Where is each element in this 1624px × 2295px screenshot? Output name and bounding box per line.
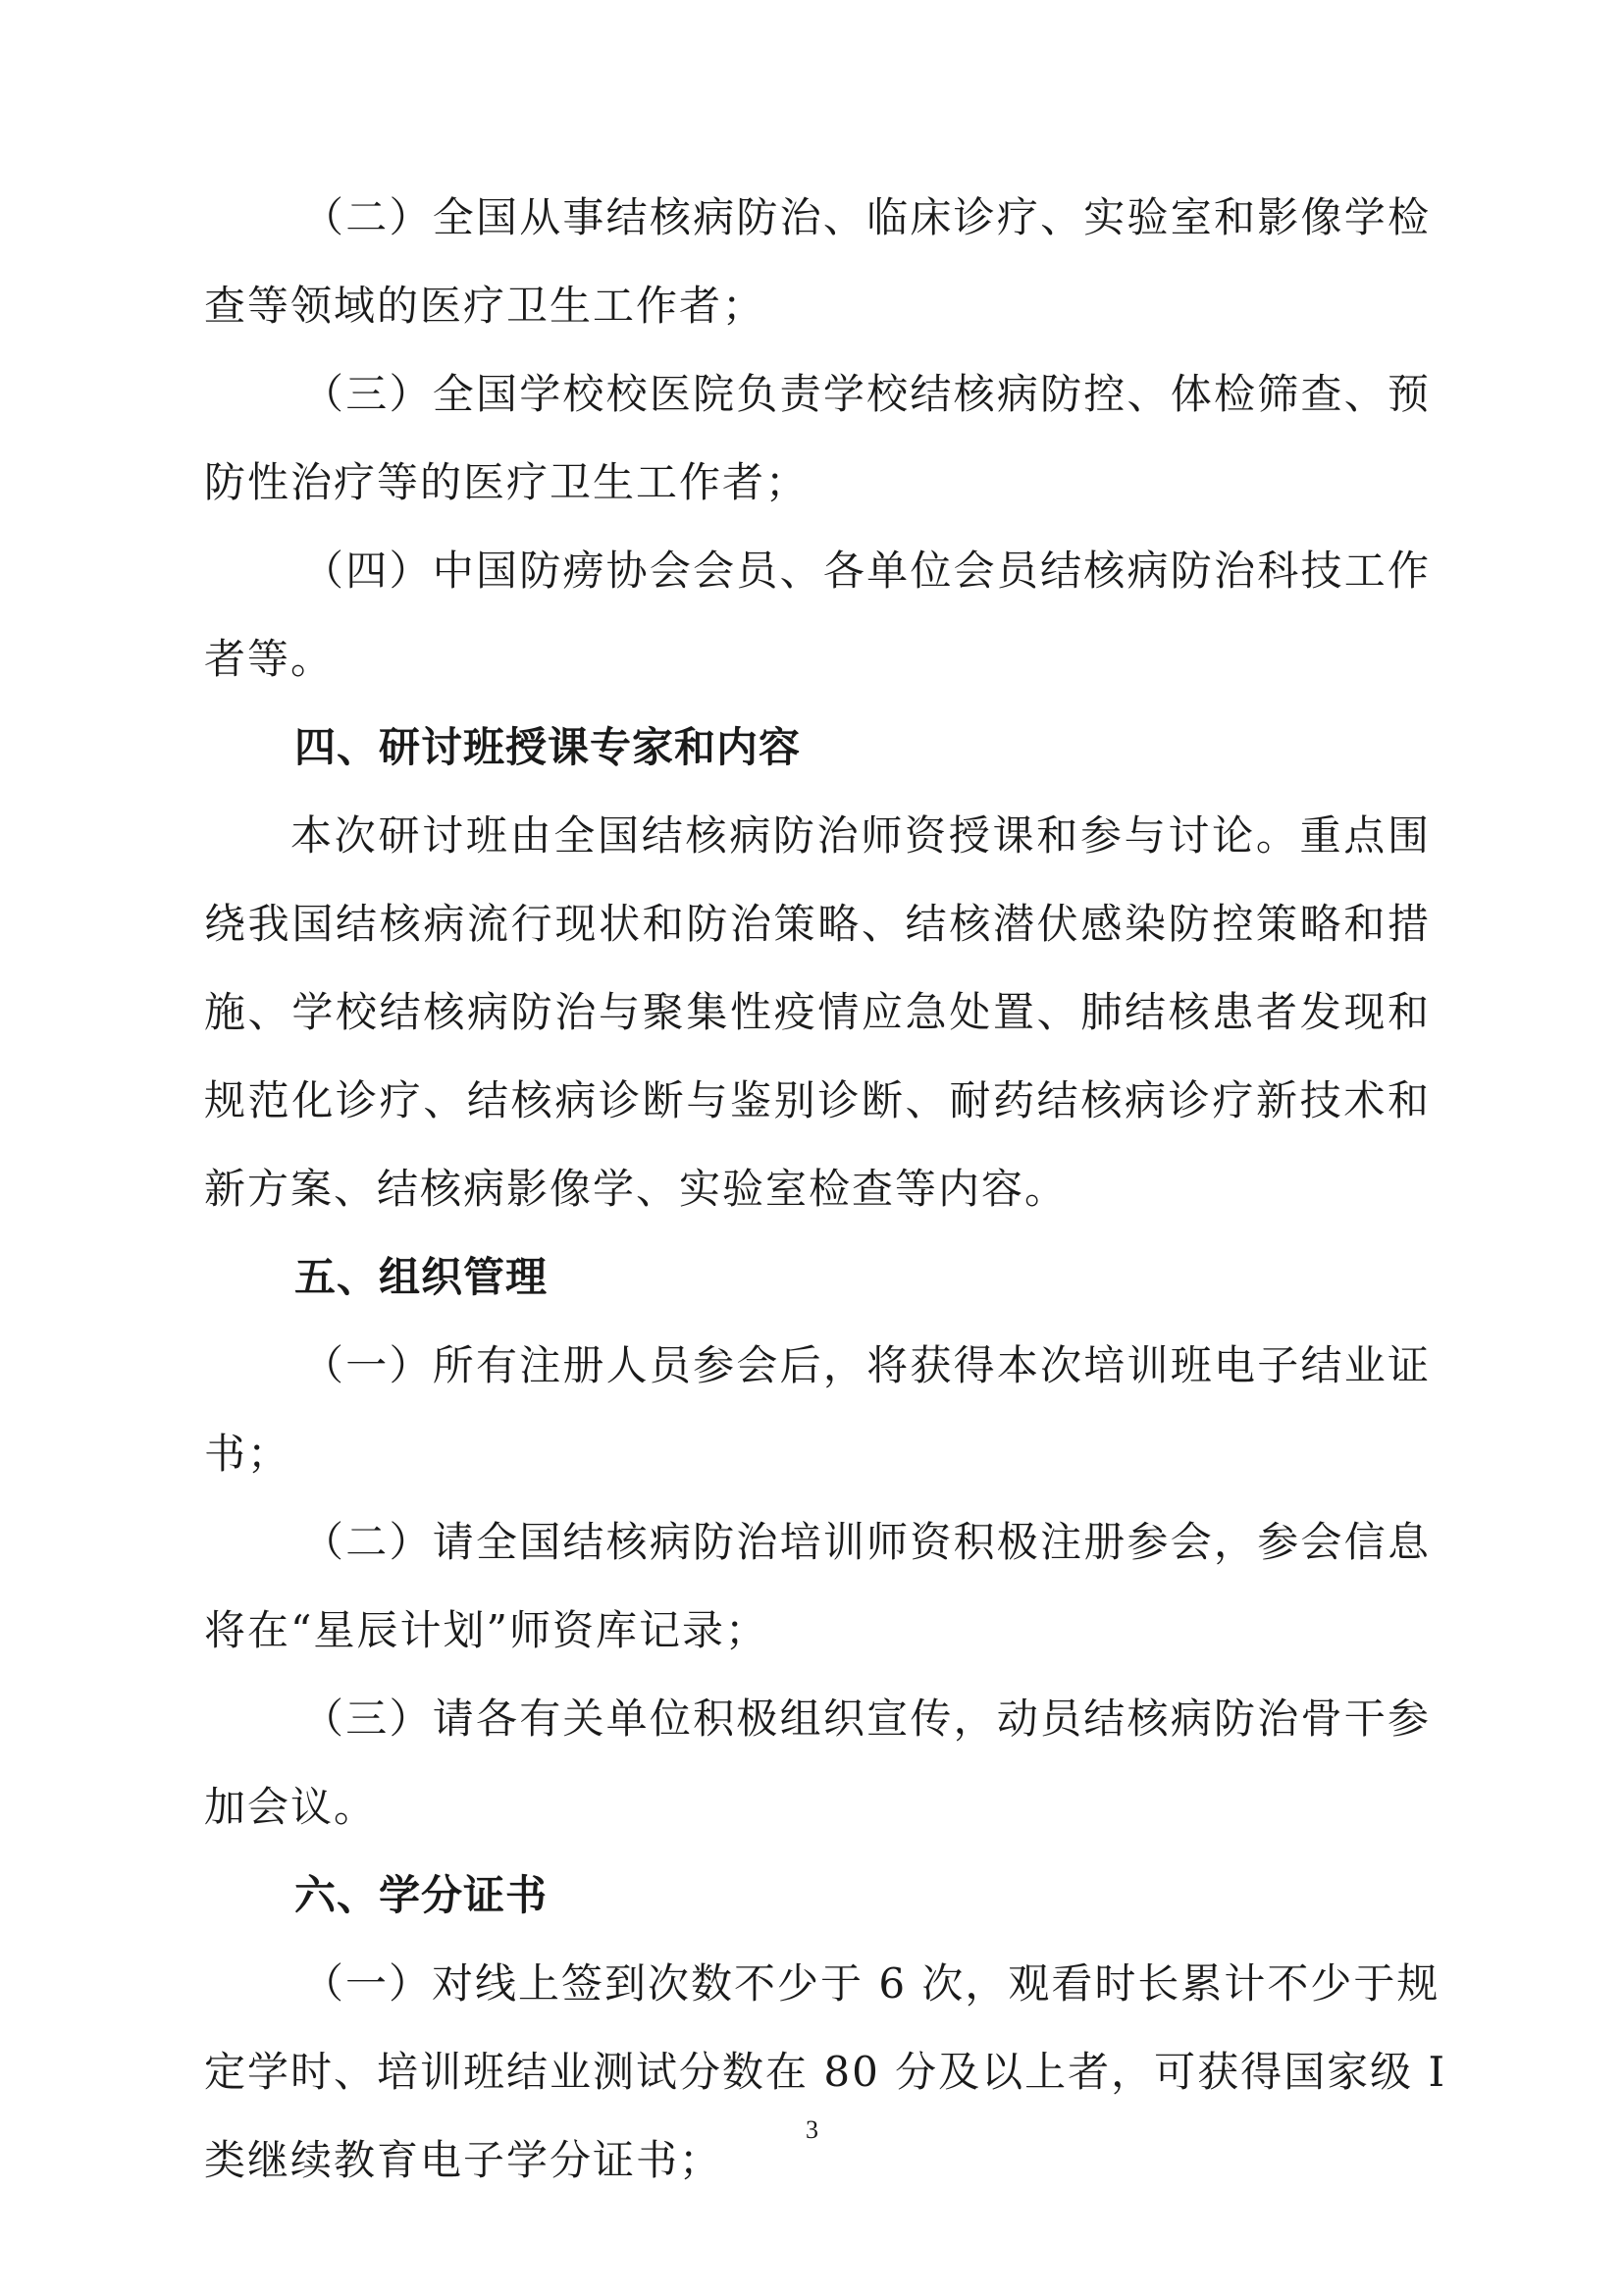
paragraph-line: 绕我国结核病流行现状和防治策略、结核潜伏感染防控策略和措 — [204, 900, 1431, 948]
paragraph-line: 规范化诊疗、结核病诊断与鉴别诊断、耐药结核病诊疗新技术和 — [204, 1076, 1431, 1124]
paragraph-line: （四）中国防痨协会会员、各单位会员结核病防治科技工作 — [302, 547, 1431, 595]
paragraph-line: （一）所有注册人员参会后，将获得本次培训班电子结业证 — [302, 1341, 1431, 1389]
paragraph-line: 本次研讨班由全国结核病防治师资授课和参与讨论。重点围 — [290, 811, 1431, 860]
page-number: 3 — [806, 2115, 818, 2144]
paragraph-line: 施、学校结核病防治与聚集性疫情应急处置、肺结核患者发现和 — [204, 988, 1431, 1036]
paragraph-line: （三）全国学校校医院负责学校结核病防控、体检筛查、预 — [302, 370, 1431, 418]
paragraph-line: 防性治疗等的医疗卫生工作者； — [204, 458, 810, 506]
paragraph-line: 者等。 — [204, 635, 335, 683]
paragraph-line: 查等领域的医疗卫生工作者； — [204, 282, 766, 330]
paragraph-line: 定学时、培训班结业测试分数在 80 分及以上者，可获得国家级 I — [204, 2048, 1447, 2096]
section-heading-4: 四、研讨班授课专家和内容 — [294, 723, 802, 771]
paragraph-line: （三）请各有关单位积极组织宣传，动员结核病防治骨干参 — [302, 1695, 1431, 1743]
paragraph-line: 类继续教育电子学分证书； — [204, 2136, 723, 2184]
section-heading-5: 五、组织管理 — [294, 1253, 549, 1301]
paragraph-line: 将在“星辰计划”师资库记录； — [204, 1606, 768, 1654]
paragraph-line: （二）全国从事结核病防治、临床诊疗、实验室和影像学检 — [302, 193, 1431, 241]
paragraph-line: 加会议。 — [204, 1783, 378, 1831]
paragraph-line: 新方案、结核病影像学、实验室检查等内容。 — [204, 1165, 1069, 1213]
paragraph-line: （一）对线上签到次数不少于 6 次，观看时长累计不少于规 — [302, 1959, 1441, 2008]
paragraph-line: （二）请全国结核病防治培训师资积极注册参会，参会信息 — [302, 1518, 1431, 1566]
paragraph-line: 书； — [204, 1430, 291, 1478]
section-heading-6: 六、学分证书 — [294, 1871, 549, 1919]
